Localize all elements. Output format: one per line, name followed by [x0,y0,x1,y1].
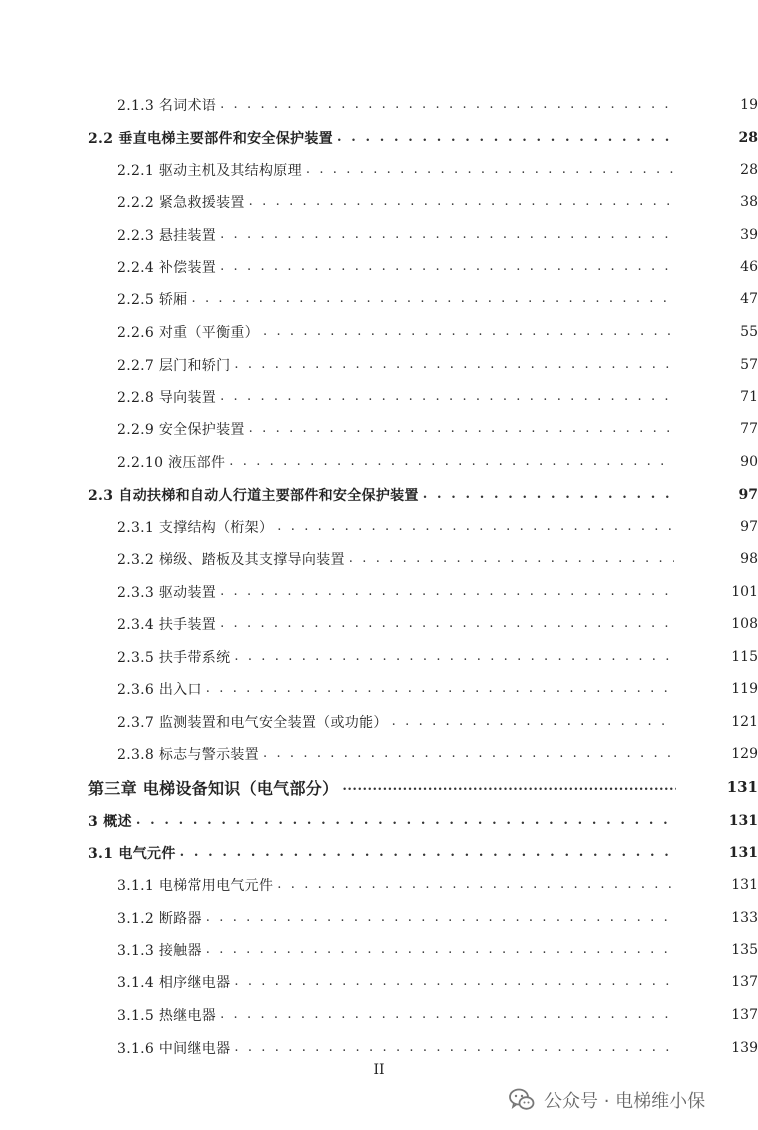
toc-entry-page: 137 [731,1007,758,1023]
toc-leader-dots [249,418,674,440]
toc-entry[interactable] [0,484,758,506]
toc-leader-dots [392,711,674,733]
toc-entry-label: 3.1.3 接触器 [117,943,202,959]
toc-entry-label: 3.1.5 热继电器 [117,1008,217,1024]
toc-entry[interactable] [0,191,758,213]
toc-entry-page: 139 [731,1040,758,1056]
toc-leader-dots [234,1037,674,1059]
toc-entry-page: 28 [738,130,758,146]
toc-leader-dots [342,776,676,798]
toc-leader-dots [220,613,674,635]
toc-entry-page: 121 [731,714,758,730]
toc-entry[interactable] [0,874,758,896]
toc-leader-dots [423,484,674,506]
toc-leader-dots [220,1004,674,1026]
toc-entry[interactable] [0,678,758,700]
toc-entry-page: 57 [740,357,758,373]
wechat-watermark [508,1085,705,1115]
page-number: II [373,1062,385,1078]
toc-entry-label: 3.1.2 断路器 [117,911,202,927]
toc-entry[interactable] [0,971,758,993]
toc-entry-label: 3.1.1 电梯常用电气元件 [117,878,274,894]
toc-leader-dots [206,907,674,929]
toc-entry-label: 2.2 垂直电梯主要部件和安全保护装置 [88,131,333,147]
toc-entry-page: 115 [731,649,758,665]
toc-entry-label: 2.3.2 梯级、踏板及其支撑导向装置 [117,552,345,568]
toc-entry-label: 2.2.7 层门和轿门 [117,358,231,374]
toc-entry[interactable] [0,224,758,246]
toc-entry-label: 2.2.1 驱动主机及其结构原理 [117,163,302,179]
toc-entry[interactable] [0,810,758,832]
toc-entry-page: 39 [740,227,758,243]
toc-entry[interactable] [0,159,758,181]
toc-entry-page: 38 [740,194,758,210]
toc-entry-label: 2.3.1 支撑结构（桁架） [117,520,274,536]
toc-entry-page: 131 [731,877,758,893]
toc-entry[interactable] [0,711,758,733]
toc-entry-label: 2.2.6 对重（平衡重） [117,325,259,341]
toc-leader-dots [249,191,674,213]
toc-entry-label: 2.3.6 出入口 [117,682,202,698]
toc-entry[interactable] [0,516,758,538]
toc-leader-dots [220,224,674,246]
toc-entry-page: 129 [731,746,758,762]
toc-entry-label: 2.2.5 轿厢 [117,292,188,308]
toc-entry[interactable] [0,548,758,570]
toc-entry[interactable] [0,581,758,603]
toc-entry[interactable] [0,354,758,376]
toc-leader-dots [306,159,674,181]
toc-leader-dots [349,548,674,570]
toc-leader-dots [191,288,674,310]
toc-entry-page: 77 [740,421,758,437]
toc-leader-dots [220,581,674,603]
toc-entry-label: 2.3.4 扶手装置 [117,617,217,633]
toc-entry-page: 137 [731,974,758,990]
toc-entry-label: 3 概述 [88,814,132,830]
toc-leader-dots [206,678,674,700]
toc-entry-page: 47 [740,291,758,307]
toc-leader-dots [263,321,674,343]
toc-entry-label: 2.3.3 驱动装置 [117,585,217,601]
toc-entry-page: 108 [731,616,758,632]
toc-entry-label: 2.3.8 标志与警示装置 [117,747,259,763]
toc-entry-label: 第三章 电梯设备知识（电气部分） [88,778,339,798]
toc-entry-label: 2.2.3 悬挂装置 [117,228,217,244]
toc-entry-label: 2.2.8 导向装置 [117,390,217,406]
toc-entry-page: 71 [740,389,758,405]
toc-entry-page: 90 [740,454,758,470]
toc-leader-dots [180,842,674,864]
toc-leader-dots [263,743,674,765]
toc-entry-page: 101 [731,584,758,600]
toc-entry[interactable] [0,256,758,278]
toc-entry[interactable] [0,288,758,310]
toc-leader-dots [234,971,674,993]
toc-entry-page: 131 [728,845,758,861]
toc-entry-page: 28 [740,162,758,178]
toc-entry[interactable] [0,842,758,864]
toc-entry-label: 2.1.3 名词术语 [117,98,217,114]
toc-leader-dots [234,354,674,376]
toc-entry[interactable] [0,613,758,635]
toc-leader-dots [277,874,674,896]
toc-entry-page: 46 [740,259,758,275]
toc-entry-page: 135 [731,942,758,958]
toc-entry[interactable] [0,321,758,343]
toc-leader-dots [220,94,674,116]
toc-entry-page: 131 [728,813,758,829]
toc-entry[interactable] [0,451,758,473]
toc-entry-label: 3.1.4 相序继电器 [117,975,231,991]
toc-entry-page: 97 [738,487,758,503]
toc-chapter-entry[interactable] [0,776,758,798]
toc-entry[interactable] [0,386,758,408]
wechat-icon [508,1086,536,1114]
toc-entry-page: 133 [731,910,758,926]
toc-leader-dots [136,810,674,832]
toc-leader-dots [337,127,674,149]
toc-entry-label: 2.2.9 安全保护装置 [117,422,245,438]
toc-entry[interactable] [0,127,758,149]
toc-entry-page: 97 [740,519,758,535]
toc-entry[interactable] [0,418,758,440]
toc-entry[interactable] [0,743,758,765]
toc-leader-dots [220,386,674,408]
toc-entry-label: 2.3 自动扶梯和自动人行道主要部件和安全保护装置 [88,488,419,504]
toc-entry-page: 55 [740,324,758,340]
toc-leader-dots [277,516,674,538]
toc-leader-dots [229,451,674,473]
toc-entry-page: 131 [726,778,758,796]
toc-entry[interactable] [0,94,758,116]
toc-entry-label: 2.3.7 监测装置和电气安全装置（或功能） [117,715,388,731]
watermark-text: 公众号 · 电梯维小保 [544,1091,706,1112]
toc-entry-page: 19 [740,97,758,113]
toc-entry-label: 2.2.2 紧急救援装置 [117,195,245,211]
toc-entry[interactable] [0,1004,758,1026]
toc-leader-dots [220,256,674,278]
toc-entry-label: 2.2.10 液压部件 [117,455,226,471]
toc-leader-dots [206,939,674,961]
toc-entry-label: 3.1.6 中间继电器 [117,1041,231,1057]
toc-entry-page: 119 [731,681,758,697]
toc-entry[interactable] [0,646,758,668]
toc-entry[interactable] [0,907,758,929]
toc-entry-label: 2.2.4 补偿装置 [117,260,217,276]
toc-leader-dots [234,646,674,668]
toc-entry[interactable] [0,1037,758,1059]
toc-entry-label: 2.3.5 扶手带系统 [117,650,231,666]
toc-entry-label: 3.1 电气元件 [88,846,176,862]
toc-entry-page: 98 [740,551,758,567]
toc-entry[interactable] [0,939,758,961]
